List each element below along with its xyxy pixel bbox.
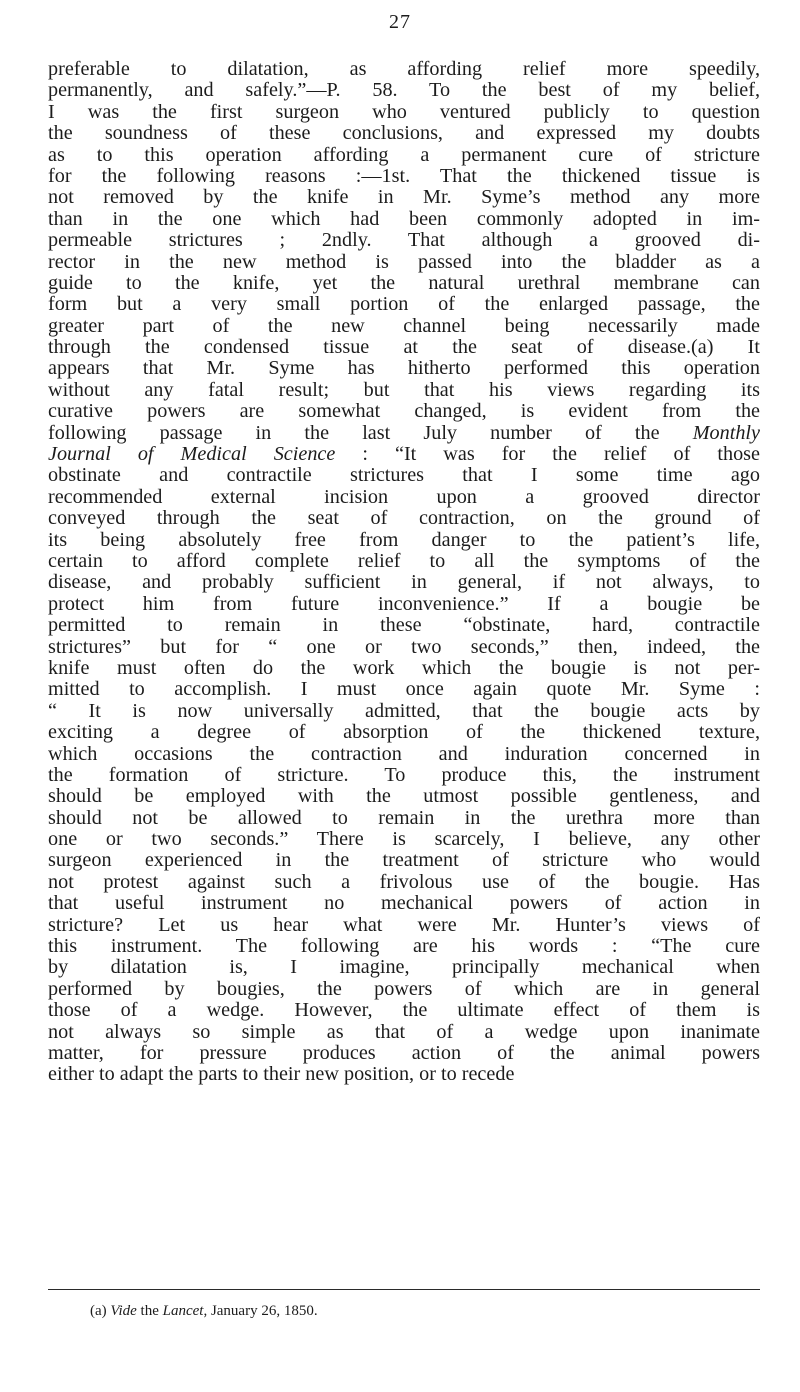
text-line: mitted to accomplish. I must once again quote Mr. Syme : xyxy=(48,678,760,701)
text-line: performed by bougies, the powers of which are in general xyxy=(48,977,760,1000)
text-line: should be employed with the utmost possible gentleness, and xyxy=(48,785,760,808)
text-line: preferable to dilatation, as affording relief more speedily, xyxy=(48,58,760,80)
text-line: exciting a degree of absorption of the thickened texture, xyxy=(48,721,760,744)
text-line: surgeon experienced in the treatment of stricture who would xyxy=(48,849,760,872)
footnote xyxy=(90,1302,318,1320)
text-line: form but a very small portion of the enlarged passage, the xyxy=(48,293,760,316)
text-line: greater part of the new channel being necessarily made xyxy=(48,314,760,337)
text-line: not always so simple as that of a wedge upon inanimate xyxy=(48,1020,760,1043)
text-line: rector in the new method is passed into the bladder as a xyxy=(48,250,760,273)
text-line: guide to the knife, yet the natural urethral membrane can xyxy=(48,271,760,294)
text-line: stricture? Let us hear what were Mr. Hunter’s views of xyxy=(48,913,760,936)
footnote-vide: Vide xyxy=(110,1303,137,1319)
footnote-marker: (a) xyxy=(90,1303,107,1319)
text-line: than in the one which had been commonly adopted in im- xyxy=(48,207,760,230)
text-line: through the condensed tissue at the seat of disease.(a) It xyxy=(48,336,760,359)
text-line: the formation of stricture. To produce this, the instrument xyxy=(48,763,760,786)
text-line: matter, for pressure produces action of the animal powers xyxy=(48,1041,760,1064)
footnote-the: the xyxy=(136,1303,163,1319)
text-line: Journal of Medical Science : “It was for the relief of those xyxy=(48,443,761,466)
text-line: as to this operation affording a permanent cure of stricture xyxy=(48,143,760,166)
text-line: for the following reasons :—1st. That the thickened tissue is xyxy=(48,164,760,187)
text-line: knife must often do the work which the bougie is not per- xyxy=(48,656,760,679)
text-line: recommended external incision upon a grooved director xyxy=(48,485,760,508)
text-line: appears that Mr. Syme has hitherto performed this operation xyxy=(48,357,760,380)
text-line: that useful instrument no mechanical powers of action in xyxy=(48,892,760,915)
text-line: without any fatal result; but that his views regarding its xyxy=(48,378,760,401)
footnote-divider xyxy=(48,1289,760,1290)
text-line: obstinate and contractile strictures that I some time ago xyxy=(48,464,760,487)
footnote-journal: Lancet xyxy=(162,1303,204,1319)
footnote-date: , January 26, 1850. xyxy=(203,1303,318,1319)
page-number: 27 xyxy=(389,11,411,33)
text-line: permeable strictures ; 2ndly. That although a grooved di- xyxy=(48,229,760,252)
text-line: I was the first surgeon who ventured publicly to question xyxy=(48,100,760,123)
text-line: this instrument. The following are his words : “The cure xyxy=(48,935,760,958)
text-line: protect him from future inconvenience.” If a bougie be xyxy=(48,592,760,615)
text-line: either to adapt the parts to their new position, or to recede xyxy=(48,1063,515,1086)
text-line: disease, and probably sufficient in general, if not always, to xyxy=(48,571,760,594)
text-line: which occasions the contraction and induration concerned in xyxy=(48,742,760,765)
body-text xyxy=(48,59,760,1086)
text-line: strictures” but for “ one or two seconds,” then, indeed, the xyxy=(48,635,760,658)
text-line: certain to afford complete relief to all the symptoms of the xyxy=(48,549,760,572)
text-line: conveyed through the seat of contraction, on the ground of xyxy=(48,507,760,530)
text-line: those of a wedge. However, the ultimate effect of them is xyxy=(48,999,760,1022)
text-line: not protest against such a frivolous use of the bougie. Has xyxy=(48,870,760,893)
text-line: following passage in the last July number of the Monthly xyxy=(48,421,760,444)
text-line: not removed by the knife in Mr. Syme’s method any more xyxy=(48,186,760,209)
text-line: by dilatation is, I imagine, principally mechanical when xyxy=(48,956,760,979)
text-line: permanently, and safely.”—P. 58. To the best of my belief, xyxy=(48,79,760,102)
text-line: the soundness of these conclusions, and expressed my doubts xyxy=(48,122,760,145)
text-line: curative powers are somewhat changed, is evident from the xyxy=(48,400,760,423)
text-line: one or two seconds.” There is scarcely, I believe, any other xyxy=(48,828,760,851)
text-line: permitted to remain in these “obstinate, hard, contractile xyxy=(48,614,760,637)
text-line: should not be allowed to remain in the urethra more than xyxy=(48,806,760,829)
text-line: its being absolutely free from danger to the patient’s life, xyxy=(48,528,760,551)
text-line: “ It is now universally admitted, that the bougie acts by xyxy=(48,699,760,722)
